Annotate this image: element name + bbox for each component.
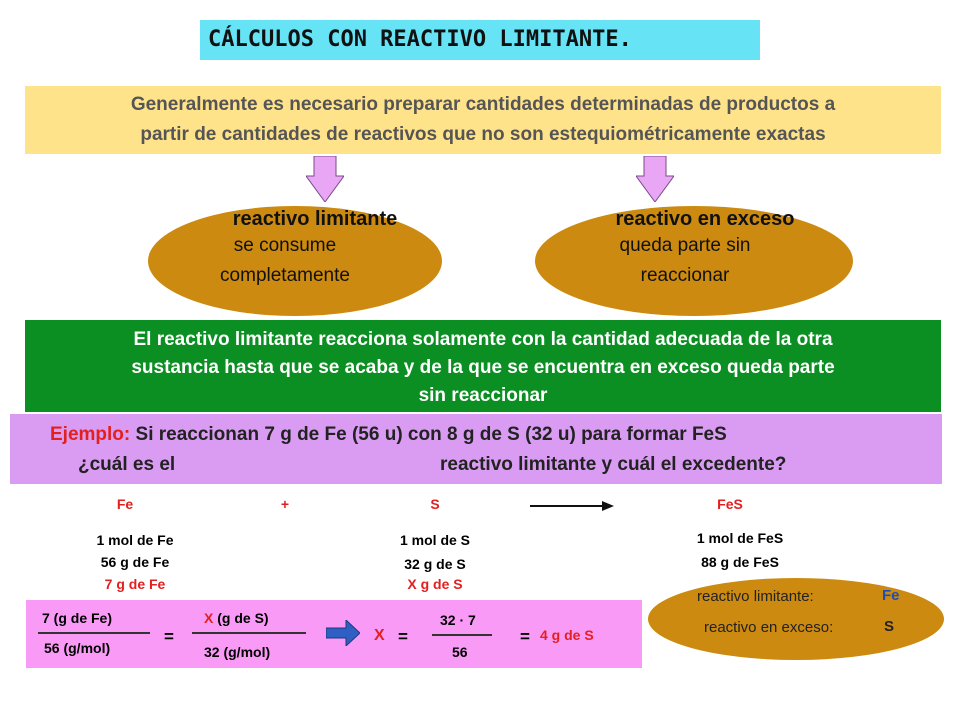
fraction-3-denominator: 56: [452, 644, 468, 660]
fes-mol: 1 mol de FeS: [696, 530, 784, 546]
result-exceso-value: S: [884, 618, 895, 635]
example-line-2b: reactivo limitante y cuál el excedente?: [440, 454, 787, 475]
fraction-line: [192, 632, 306, 634]
s-given: X g de S: [407, 576, 463, 592]
explanation-line-3: sin reaccionar: [418, 385, 548, 406]
explanation-line-1: El reactivo limitante reacciona solamente con la cantidad adecuada de la otra: [133, 329, 833, 350]
down-arrow-icon: [306, 156, 344, 202]
explanation-line-2: sustancia hasta que se acaba y de la que se encuentra en exceso queda parte: [131, 357, 835, 378]
reaction-fes: FeS: [717, 496, 743, 512]
result-limitante-label: reactivo limitante:: [697, 588, 814, 605]
implies-arrow-icon: [326, 620, 360, 646]
explanation-box: [25, 320, 941, 412]
fraction-line: [432, 634, 492, 636]
s-grams: 32 g de S: [404, 556, 466, 572]
reaction-arrow-icon: [530, 498, 614, 514]
exceso-heading: reactivo en exceso: [615, 208, 795, 230]
intro-line-1: Generalmente es necesario preparar cantidades determinadas de productos a: [130, 94, 836, 115]
fraction-line: [38, 632, 150, 634]
limitante-heading: reactivo limitante: [232, 208, 398, 230]
example-line-2a: ¿cuál es el: [78, 454, 176, 475]
fraction-2-denominator: 32 (g/mol): [204, 644, 271, 660]
fraction-2-numerator-unit: (g de S): [213, 610, 269, 626]
equals-sign: =: [164, 627, 174, 646]
equals-sign: =: [398, 627, 408, 646]
equation-result: 4 g de S: [540, 627, 594, 643]
exceso-line-2: reaccionar: [640, 265, 730, 286]
fraction-1-denominator: 56 (g/mol): [44, 640, 111, 656]
x-variable: X: [204, 610, 214, 626]
fraction-1-numerator: 7 (g de Fe): [42, 610, 113, 626]
fraction-3-numerator: 32 · 7: [440, 612, 476, 628]
reaction-s: S: [430, 496, 440, 512]
example-line-1: [50, 420, 727, 450]
limitante-line-1: se consume: [233, 235, 337, 256]
page-title: CÁLCULOS CON REACTIVO LIMITANTE.: [200, 20, 760, 60]
reaction-plus: +: [280, 496, 290, 512]
s-mol: 1 mol de S: [399, 532, 471, 548]
result-exceso-label: reactivo en exceso:: [704, 619, 834, 636]
exceso-line-1: queda parte sin: [619, 235, 751, 256]
fraction-2-numerator: [204, 610, 269, 626]
intro-line-2: partir de cantidades de reactivos que no son estequiométricamente exactas: [140, 124, 826, 145]
equals-sign: =: [520, 627, 530, 646]
down-arrow-icon: [636, 156, 674, 202]
reaction-fe: Fe: [116, 496, 134, 512]
example-question: Si reaccionan 7 g de Fe (56 u) con 8 g de S (32 u) para formar FeS: [135, 424, 727, 445]
fes-grams: 88 g de FeS: [701, 554, 779, 570]
x-result-label: X: [374, 627, 385, 644]
intro-box: [25, 86, 941, 154]
limitante-line-2: completamente: [220, 265, 350, 286]
example-box: [10, 414, 942, 484]
result-limitante-value: Fe: [882, 587, 900, 604]
fe-grams: 56 g de Fe: [100, 554, 170, 570]
fe-given: 7 g de Fe: [104, 576, 166, 592]
fe-mol: 1 mol de Fe: [96, 532, 174, 548]
example-label: Ejemplo:: [50, 424, 131, 445]
